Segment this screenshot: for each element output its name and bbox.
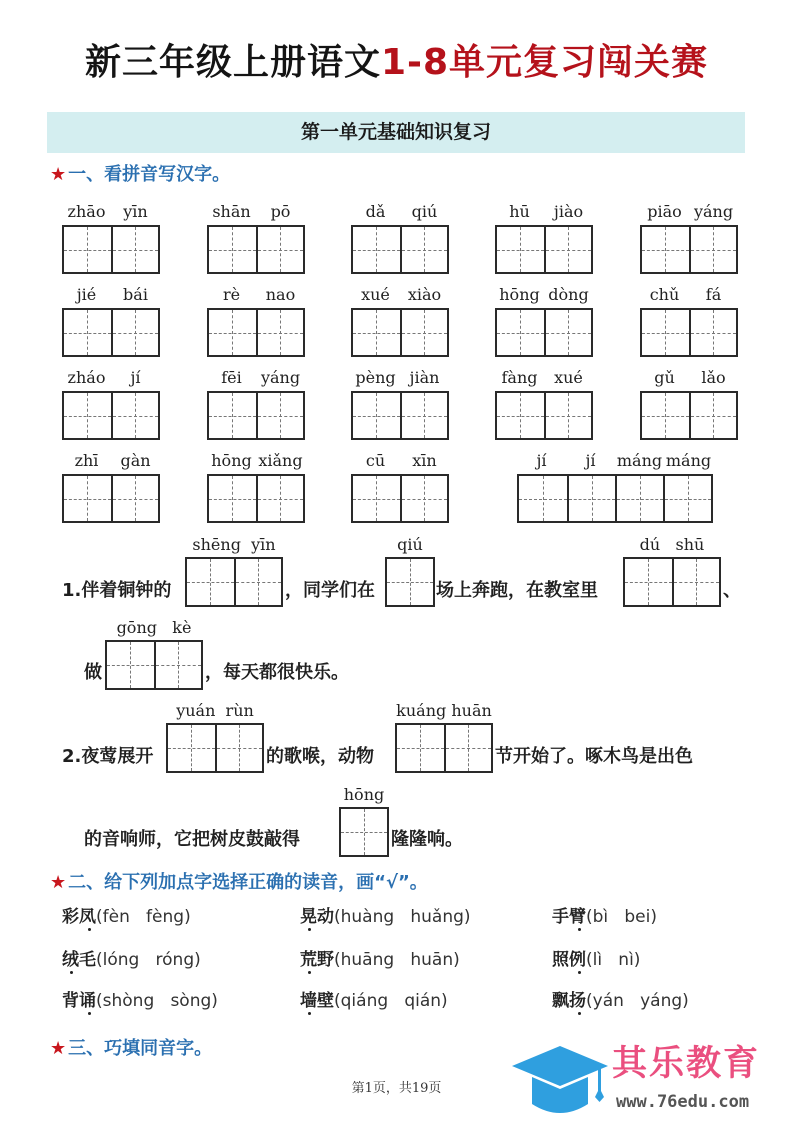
- s1-line2-box-pinyin: gōng kè: [116, 618, 192, 637]
- s2-line2-text-1: 的音响师，它把树皮鼓敲得: [84, 829, 300, 850]
- writing-cell[interactable]: [400, 310, 447, 355]
- pinyin-syllable: gàn: [120, 451, 151, 470]
- writing-cell[interactable]: [353, 393, 400, 438]
- pinyin-syllable: shān: [212, 202, 251, 221]
- emphasis-dot-icon: [70, 971, 73, 974]
- pinyin-syllable: jiào: [553, 202, 584, 221]
- writing-cell[interactable]: [567, 476, 615, 521]
- pinyin-syllable: jié: [76, 285, 97, 304]
- emphasis-dot-icon: [308, 1012, 311, 1015]
- pinyin-label: [62, 286, 160, 304]
- unit-banner-title: 第一单元基础知识复习: [300, 121, 491, 143]
- pinyin-label: [640, 203, 738, 221]
- pinyin-label: [495, 286, 593, 304]
- s1-text-1: 1.伴着铜钟的: [62, 580, 172, 601]
- writing-cell[interactable]: [256, 476, 303, 521]
- pinyin-options[interactable]: (huàng huǎng): [334, 907, 471, 927]
- pinyin-label: [640, 286, 738, 304]
- writing-cell[interactable]: [400, 476, 447, 521]
- s1-box1-pinyin: shēng yīn: [192, 535, 276, 554]
- pinyin-syllable: pèng: [355, 368, 396, 387]
- tianzige-answer-box[interactable]: [495, 225, 593, 274]
- tianzige-answer-box[interactable]: [640, 308, 738, 357]
- tianzige-answer-box[interactable]: [62, 474, 160, 523]
- pinyin-label: [495, 369, 593, 387]
- pinyin-syllable: jí: [536, 451, 547, 470]
- pinyin-syllable: gǔ: [654, 368, 675, 387]
- writing-cell[interactable]: [497, 227, 544, 272]
- answer-box-hong[interactable]: [339, 807, 389, 857]
- writing-cell[interactable]: [642, 227, 689, 272]
- writing-cell[interactable]: [64, 476, 111, 521]
- reading-choice-item[interactable]: [300, 948, 460, 972]
- answer-box-kuanghuan[interactable]: [395, 723, 493, 773]
- writing-cell[interactable]: [544, 227, 591, 272]
- answer-box-yuanrun[interactable]: [166, 723, 264, 773]
- s2-box1-pinyin: yuán rùn: [176, 701, 254, 720]
- pinyin-label: [62, 452, 160, 470]
- reading-choice-item[interactable]: [552, 989, 689, 1013]
- choice-word: 墙壁: [300, 991, 334, 1011]
- pinyin-label: [517, 452, 713, 470]
- pinyin-label: [62, 369, 160, 387]
- writing-cell[interactable]: [689, 227, 736, 272]
- writing-cell[interactable]: [642, 310, 689, 355]
- pinyin-label: [207, 203, 305, 221]
- pinyin-syllable: nao: [265, 285, 296, 304]
- tianzige-answer-box[interactable]: [495, 308, 593, 357]
- writing-cell[interactable]: [663, 476, 711, 521]
- choice-word: 手臂: [552, 907, 586, 927]
- writing-cell[interactable]: [64, 310, 111, 355]
- reading-choice-item[interactable]: [300, 989, 448, 1013]
- pinyin-label: [62, 203, 160, 221]
- pinyin-syllable: dǎ: [365, 202, 386, 221]
- pinyin-syllable: qiú: [411, 202, 438, 221]
- answer-box-dushu[interactable]: [623, 557, 721, 607]
- tianzige-answer-box[interactable]: [207, 225, 305, 274]
- writing-cell[interactable]: [209, 393, 256, 438]
- writing-cell[interactable]: [497, 310, 544, 355]
- tianzige-answer-box[interactable]: [207, 391, 305, 440]
- emphasis-dot-icon: [578, 1012, 581, 1015]
- s2-text-2: 的歌喉，动物: [266, 746, 374, 767]
- pinyin-label: [207, 286, 305, 304]
- unit-banner: [47, 112, 745, 153]
- watermark-url: www.76edu.com: [616, 1092, 750, 1112]
- tianzige-answer-box[interactable]: [351, 308, 449, 357]
- writing-cell[interactable]: [256, 393, 303, 438]
- writing-cell[interactable]: [689, 393, 736, 438]
- tianzige-answer-box[interactable]: [640, 225, 738, 274]
- page-number: 第1页，共19页: [351, 1081, 442, 1096]
- answer-box-gongke[interactable]: [105, 640, 203, 690]
- writing-cell[interactable]: [111, 476, 158, 521]
- pinyin-label: [351, 452, 449, 470]
- emphasis-dot-icon: [88, 928, 91, 931]
- choice-word: 照例: [552, 950, 586, 970]
- emphasis-dot-icon: [308, 928, 311, 931]
- pinyin-syllable: bái: [123, 285, 148, 304]
- pinyin-syllable: jí: [585, 451, 596, 470]
- pinyin-syllable: yáng: [693, 202, 734, 221]
- emphasis-dot-icon: [578, 928, 581, 931]
- section2-title: 二、给下列加点字选择正确的读音，画“√”。: [68, 872, 428, 893]
- tianzige-answer-box[interactable]: [62, 308, 160, 357]
- pinyin-label: [351, 286, 449, 304]
- pinyin-options[interactable]: (fèn fèng): [96, 907, 191, 927]
- pinyin-options[interactable]: (qiáng qián): [334, 991, 448, 1011]
- pinyin-syllable: fá: [705, 285, 722, 304]
- pinyin-syllable: jiàn: [409, 368, 440, 387]
- pinyin-label: [351, 203, 449, 221]
- s2-line2-text-2: 隆隆响。: [391, 829, 463, 850]
- pinyin-options[interactable]: (lì nì): [586, 950, 641, 970]
- s1-text-2: ，同学们在: [285, 580, 375, 601]
- writing-cell[interactable]: [64, 393, 111, 438]
- pinyin-label: [207, 369, 305, 387]
- writing-cell[interactable]: [400, 227, 447, 272]
- writing-cell[interactable]: [400, 393, 447, 438]
- section1-heading: [50, 162, 230, 188]
- writing-cell[interactable]: [353, 310, 400, 355]
- reading-choice-item[interactable]: [300, 905, 471, 929]
- tianzige-answer-box[interactable]: [640, 391, 738, 440]
- pinyin-syllable: xīn: [412, 451, 437, 470]
- writing-cell[interactable]: [209, 227, 256, 272]
- reading-choice-item[interactable]: [62, 948, 201, 972]
- pinyin-syllable: dòng: [548, 285, 589, 304]
- writing-cell[interactable]: [544, 310, 591, 355]
- pinyin-syllable: máng: [616, 451, 663, 470]
- emphasis-dot-icon: [578, 971, 581, 974]
- pinyin-syllable: fēi: [221, 368, 242, 387]
- writing-cell[interactable]: [497, 393, 544, 438]
- pinyin-syllable: lǎo: [701, 368, 726, 387]
- pinyin-options[interactable]: (yán yáng): [586, 991, 689, 1011]
- section1-title: 一、看拼音写汉字。: [68, 164, 231, 185]
- pinyin-syllable: jí: [130, 368, 141, 387]
- choice-word: 彩凤: [62, 907, 96, 927]
- s1-text-3: 场上奔跑，在教室里: [436, 580, 598, 601]
- pinyin-syllable: xué: [361, 285, 390, 304]
- choice-word: 飘扬: [552, 991, 586, 1011]
- reading-choice-item[interactable]: [552, 948, 640, 972]
- tianzige-answer-box[interactable]: [62, 391, 160, 440]
- pinyin-syllable: zháo: [67, 368, 106, 387]
- reading-choice-item[interactable]: [62, 905, 191, 929]
- s2-line2-box-pinyin: hōng: [343, 785, 385, 804]
- writing-cell[interactable]: [519, 476, 567, 521]
- tianzige-answer-box[interactable]: [207, 474, 305, 523]
- writing-cell[interactable]: [111, 310, 158, 355]
- writing-cell[interactable]: [642, 393, 689, 438]
- graduation-cap-icon: [510, 1042, 610, 1117]
- tianzige-answer-box[interactable]: [351, 391, 449, 440]
- section3-heading: [50, 1036, 212, 1062]
- star-icon: ★: [50, 872, 67, 893]
- writing-cell[interactable]: [256, 310, 303, 355]
- star-icon: ★: [50, 164, 67, 185]
- pinyin-options[interactable]: (bì bei): [586, 907, 657, 927]
- answer-box-qiu[interactable]: [385, 557, 435, 607]
- reading-choice-item[interactable]: [62, 989, 218, 1013]
- pinyin-syllable: zhī: [74, 451, 99, 470]
- pinyin-options[interactable]: (shòng sòng): [96, 991, 218, 1011]
- s2-box2-pinyin: kuáng huān: [396, 701, 492, 720]
- pinyin-syllable: xiào: [407, 285, 442, 304]
- writing-cell[interactable]: [209, 310, 256, 355]
- pinyin-syllable: xué: [554, 368, 583, 387]
- emphasis-dot-icon: [308, 971, 311, 974]
- pinyin-syllable: yīn: [123, 202, 148, 221]
- pinyin-syllable: yáng: [260, 368, 301, 387]
- writing-cell[interactable]: [256, 227, 303, 272]
- pinyin-label: [207, 452, 305, 470]
- s1-line2-text-2: ，每天都很快乐。: [205, 662, 349, 683]
- pinyin-options[interactable]: (lóng róng): [96, 950, 201, 970]
- pinyin-syllable: cū: [365, 451, 386, 470]
- tianzige-answer-box[interactable]: [517, 474, 713, 523]
- tianzige-answer-box[interactable]: [351, 225, 449, 274]
- answer-box-shengyin[interactable]: [185, 557, 283, 607]
- reading-choice-item[interactable]: [552, 905, 657, 929]
- s1-box2-pinyin: qiú: [397, 535, 423, 554]
- pinyin-syllable: piāo: [647, 202, 682, 221]
- tianzige-answer-box[interactable]: [207, 308, 305, 357]
- pinyin-syllable: fàng: [501, 368, 538, 387]
- s2-text-3: 节开始了。啄木鸟是出色: [495, 746, 693, 767]
- writing-cell[interactable]: [353, 227, 400, 272]
- tianzige-answer-box[interactable]: [495, 391, 593, 440]
- pinyin-options[interactable]: (huāng huān): [334, 950, 460, 970]
- emphasis-dot-icon: [88, 1012, 91, 1015]
- writing-cell[interactable]: [209, 476, 256, 521]
- pinyin-syllable: hōng: [499, 285, 540, 304]
- writing-cell[interactable]: [111, 227, 158, 272]
- pinyin-label: [640, 369, 738, 387]
- pinyin-syllable: chǔ: [649, 285, 680, 304]
- section2-heading: [50, 870, 428, 896]
- pinyin-label: [495, 203, 593, 221]
- writing-cell[interactable]: [689, 310, 736, 355]
- star-icon: ★: [50, 1038, 67, 1059]
- pinyin-syllable: máng: [665, 451, 712, 470]
- choice-word: 绒毛: [62, 950, 96, 970]
- section3-title: 三、巧填同音字。: [68, 1038, 213, 1059]
- choice-word: 荒野: [300, 950, 334, 970]
- title-grade: 新三年级上册语文: [84, 42, 381, 83]
- pinyin-syllable: hū: [509, 202, 530, 221]
- pinyin-syllable: rè: [222, 285, 241, 304]
- writing-cell[interactable]: [111, 393, 158, 438]
- choice-word: 背诵: [62, 991, 96, 1011]
- pinyin-label: [351, 369, 449, 387]
- s2-text-1: 2.夜莺展开: [62, 746, 154, 767]
- watermark-brand: 其乐教育: [612, 1044, 761, 1084]
- writing-cell[interactable]: [544, 393, 591, 438]
- choice-word: 晃动: [300, 907, 334, 927]
- s1-line2-text-1: 做: [84, 662, 102, 683]
- writing-cell[interactable]: [615, 476, 663, 521]
- main-title: [0, 38, 793, 88]
- s1-text-4: 、: [723, 580, 741, 601]
- pinyin-syllable: zhāo: [67, 202, 106, 221]
- s1-box3-pinyin: dú shū: [639, 535, 705, 554]
- tianzige-answer-box[interactable]: [351, 474, 449, 523]
- writing-cell[interactable]: [64, 227, 111, 272]
- pinyin-syllable: xiǎng: [258, 451, 303, 470]
- writing-cell[interactable]: [353, 476, 400, 521]
- pinyin-syllable: pō: [270, 202, 291, 221]
- title-unit-range: 1-8单元复习闯关赛: [380, 42, 709, 83]
- pinyin-syllable: hōng: [211, 451, 252, 470]
- tianzige-answer-box[interactable]: [62, 225, 160, 274]
